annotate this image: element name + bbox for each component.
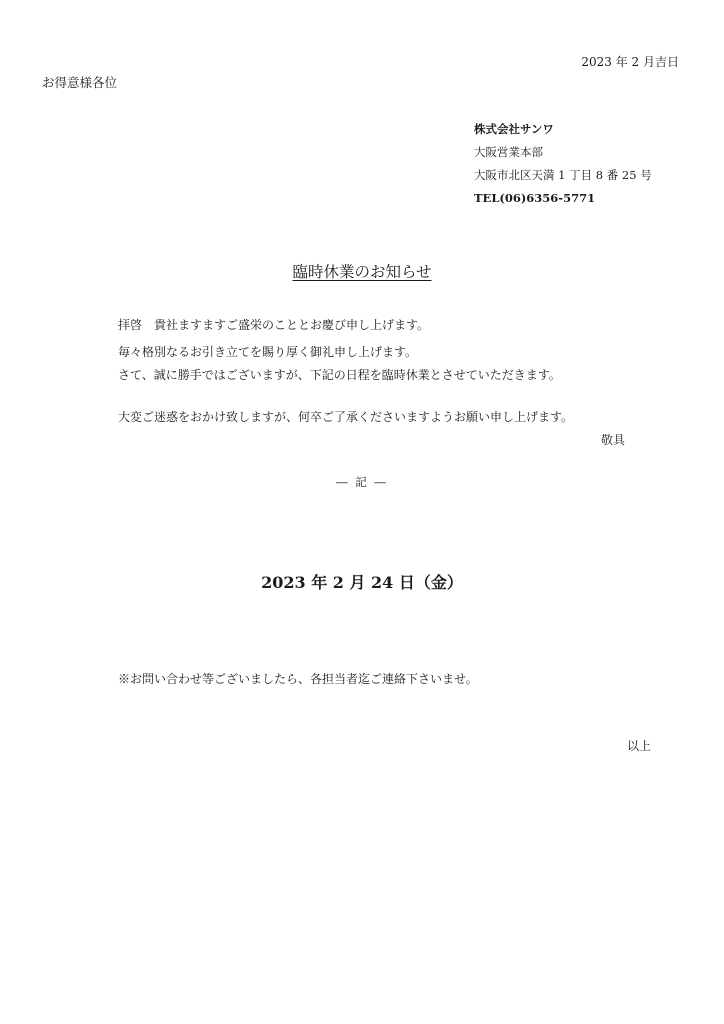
ki-separator: ― 記 ― xyxy=(336,475,388,489)
body-thanks: 毎々格別なるお引き立てを賜り厚く御礼申し上げます。 xyxy=(118,345,418,359)
sender-company: 株式会社サンワ xyxy=(474,122,554,136)
contact-note: ※お問い合わせ等ございましたら、各担当者迄ご連絡下さいませ。 xyxy=(118,672,478,686)
body-announcement: さて、誠に勝手ではございますが、下記の日程を臨時休業とさせていただきます。 xyxy=(118,368,561,382)
closure-date: 2023 年 2 月 24 日（金） xyxy=(261,573,463,592)
sender-address: 大阪市北区天満 1 丁目 8 番 25 号 xyxy=(474,168,652,182)
closing-keigu: 敬具 xyxy=(600,433,625,447)
body-greeting: 拝啓 貴社ますますご盛栄のこととお慶び申し上げます。 xyxy=(118,318,430,332)
recipient-line: お得意様各位 xyxy=(42,75,118,90)
notice-title: 臨時休業のお知らせ xyxy=(292,263,432,281)
sender-department: 大阪営業本部 xyxy=(474,145,543,159)
document-date: 2023 年 2 月吉日 xyxy=(581,55,679,69)
end-ijo: 以上 xyxy=(626,739,651,753)
body-apology: 大変ご迷惑をおかけ致しますが、何卒ご了承くださいますようお願い申し上げます。 xyxy=(118,410,574,424)
notice-title-wrapper xyxy=(0,260,724,282)
sender-tel: TEL(06)6356-5771 xyxy=(474,191,596,205)
sender-block xyxy=(474,118,652,210)
